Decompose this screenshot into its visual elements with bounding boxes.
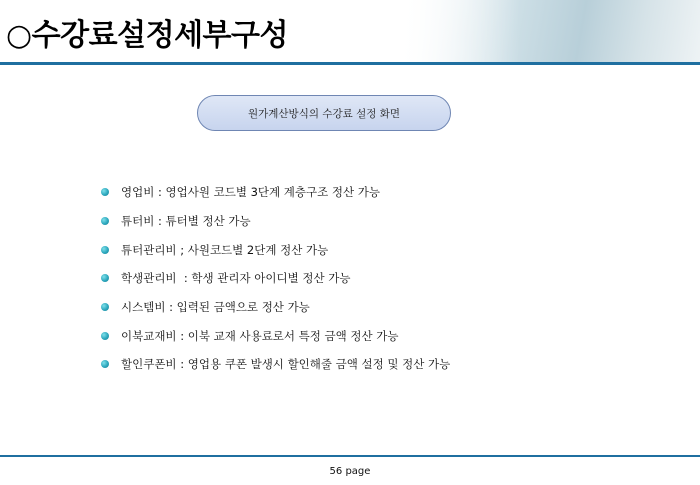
page-number: 56 page	[329, 466, 371, 477]
list-item	[101, 264, 450, 293]
subtitle-text: 원가계산방식의 수강료 설정 화면	[247, 107, 400, 120]
subtitle-box	[197, 95, 451, 131]
bullet-dot-icon	[101, 303, 109, 311]
list-item	[101, 321, 450, 350]
list-item	[101, 207, 450, 236]
bullet-dot-icon	[101, 360, 109, 368]
bullet-dot-icon	[101, 274, 109, 282]
bullet-text: 학생관리비 : 학생 관리자 아이디별 정산 가능	[121, 271, 351, 286]
footer-divider	[0, 455, 700, 457]
bullet-text: 시스템비 : 입력된 금액으로 정산 가능	[121, 300, 310, 315]
header-decorative-image	[400, 0, 700, 64]
bullet-list	[101, 178, 450, 379]
bullet-dot-icon	[101, 246, 109, 254]
header-image-fade	[400, 0, 520, 64]
bullet-text: 이북교재비 : 이북 교재 사용료로서 특정 금액 정산 가능	[121, 328, 399, 343]
bullet-dot-icon	[101, 332, 109, 340]
bullet-text: 튜터관리비 ; 사원코드별 2단계 정산 가능	[121, 242, 329, 257]
bullet-dot-icon	[101, 188, 109, 196]
header-divider	[0, 62, 700, 65]
list-item	[101, 293, 450, 322]
list-item	[101, 178, 450, 207]
bullet-text: 할인쿠폰비 : 영업용 쿠폰 발생시 할인해줄 금액 설정 및 정산 가능	[121, 357, 451, 372]
slide-title: ○수강료설정세부구성	[6, 18, 288, 53]
list-item	[101, 235, 450, 264]
bullet-text: 튜터비 : 튜터별 정산 가능	[121, 214, 251, 229]
bullet-dot-icon	[101, 217, 109, 225]
bullet-text: 영업비 : 영업사원 코드별 3단계 계층구조 정산 가능	[121, 185, 380, 200]
list-item	[101, 350, 450, 379]
